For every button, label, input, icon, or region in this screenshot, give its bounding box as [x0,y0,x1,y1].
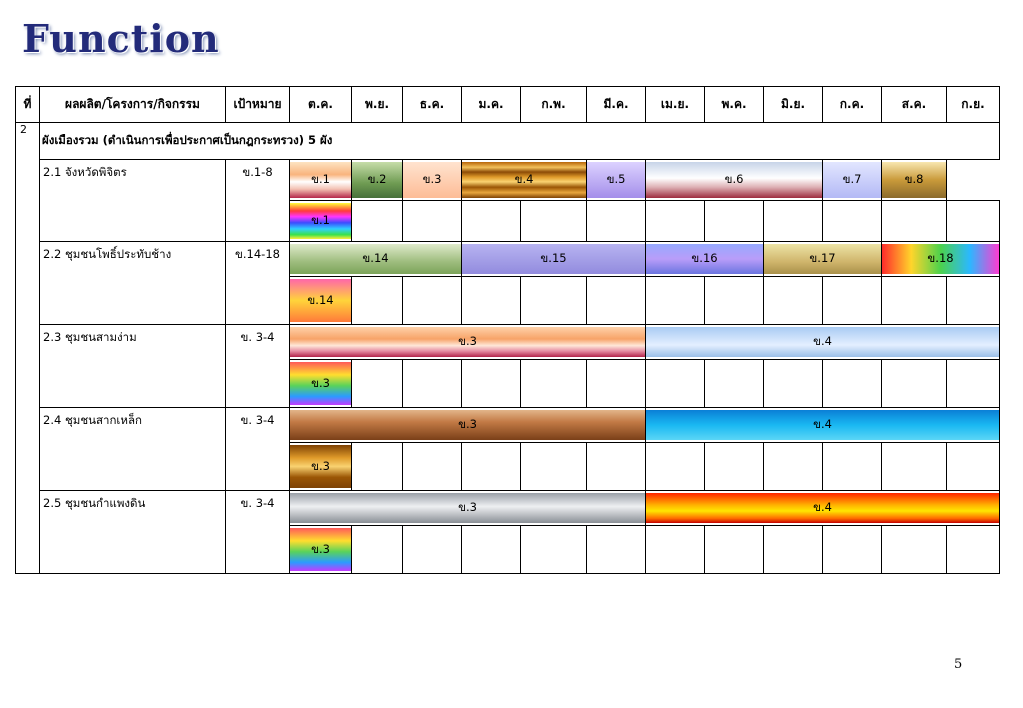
project-name: 2.3 ชุมชนสามง่าม [40,325,226,408]
project-target: ข. 3-4 [226,491,290,574]
plan-bar: ข.14 [290,244,461,274]
plan-bar: ข.8 [882,162,946,198]
plan-bar: ข.7 [823,162,881,198]
project-name: 2.4 ชุมชนสากเหล็ก [40,408,226,491]
plan-bar: ข.15 [462,244,645,274]
header-row [16,87,1000,123]
header-month: พ.ค. [705,87,764,123]
plan-row [16,491,1000,526]
plan-bar: ข.1 [290,162,351,198]
plan-bar: ข.5 [587,162,645,198]
header-month: พ.ย. [352,87,403,123]
header-month: มี.ค. [587,87,646,123]
project-target: ข.1-8 [226,160,290,242]
header-product: ผลผลิต/โครงการ/กิจกรรม [40,87,226,123]
project-name: 2.5 ชุมชนกำแพงดิน [40,491,226,574]
header-month: เม.ย. [646,87,705,123]
header-month: ก.พ. [521,87,587,123]
plan-bar: ข.4 [646,410,999,440]
header-month: ม.ค. [462,87,521,123]
page-number: 5 [954,657,963,672]
plan-row [16,242,1000,277]
plan-bar: ข.3 [290,410,645,440]
plan-bar: ข.3 [403,162,461,198]
project-name: 2.1 จังหวัดพิจิตร [40,160,226,242]
plan-bar: ข.18 [882,244,999,274]
header-month: ส.ค. [882,87,947,123]
plan-bar: ข.4 [462,162,586,198]
header-month: ก.ค. [823,87,882,123]
project-target: ข. 3-4 [226,325,290,408]
section-row [16,123,1000,160]
header-no: ที่ [16,87,40,123]
project-target: ข.14-18 [226,242,290,325]
actual-bar: ข.3 [290,445,351,488]
header-month: ก.ย. [947,87,1000,123]
plan-bar: ข.3 [290,493,645,523]
schedule-table [15,86,1000,574]
plan-bar: ข.4 [646,493,999,523]
actual-bar: ข.14 [290,279,351,322]
actual-bar: ข.3 [290,528,351,571]
actual-bar: ข.1 [290,203,351,239]
header-month: มิ.ย. [764,87,823,123]
header-month: ธ.ค. [403,87,462,123]
plan-bar: ข.4 [646,327,999,357]
plan-row [16,160,1000,201]
plan-row [16,408,1000,443]
plan-row [16,325,1000,360]
page-title: Function [22,16,220,61]
section-number: 2 [16,123,40,574]
plan-bar: ข.16 [646,244,763,274]
project-name: 2.2 ชุมชนโพธิ์ประทับช้าง [40,242,226,325]
header-month: ต.ค. [290,87,352,123]
plan-bar: ข.6 [646,162,822,198]
plan-bar: ข.17 [764,244,881,274]
plan-bar: ข.2 [352,162,402,198]
section-label: ผังเมืองรวม (ดำเนินการเพื่อประกาศเป็นกฎกระทรวง) 5 ผัง [40,123,1000,160]
actual-bar: ข.3 [290,362,351,405]
project-target: ข. 3-4 [226,408,290,491]
header-target: เป้าหมาย [226,87,290,123]
plan-bar: ข.3 [290,327,645,357]
